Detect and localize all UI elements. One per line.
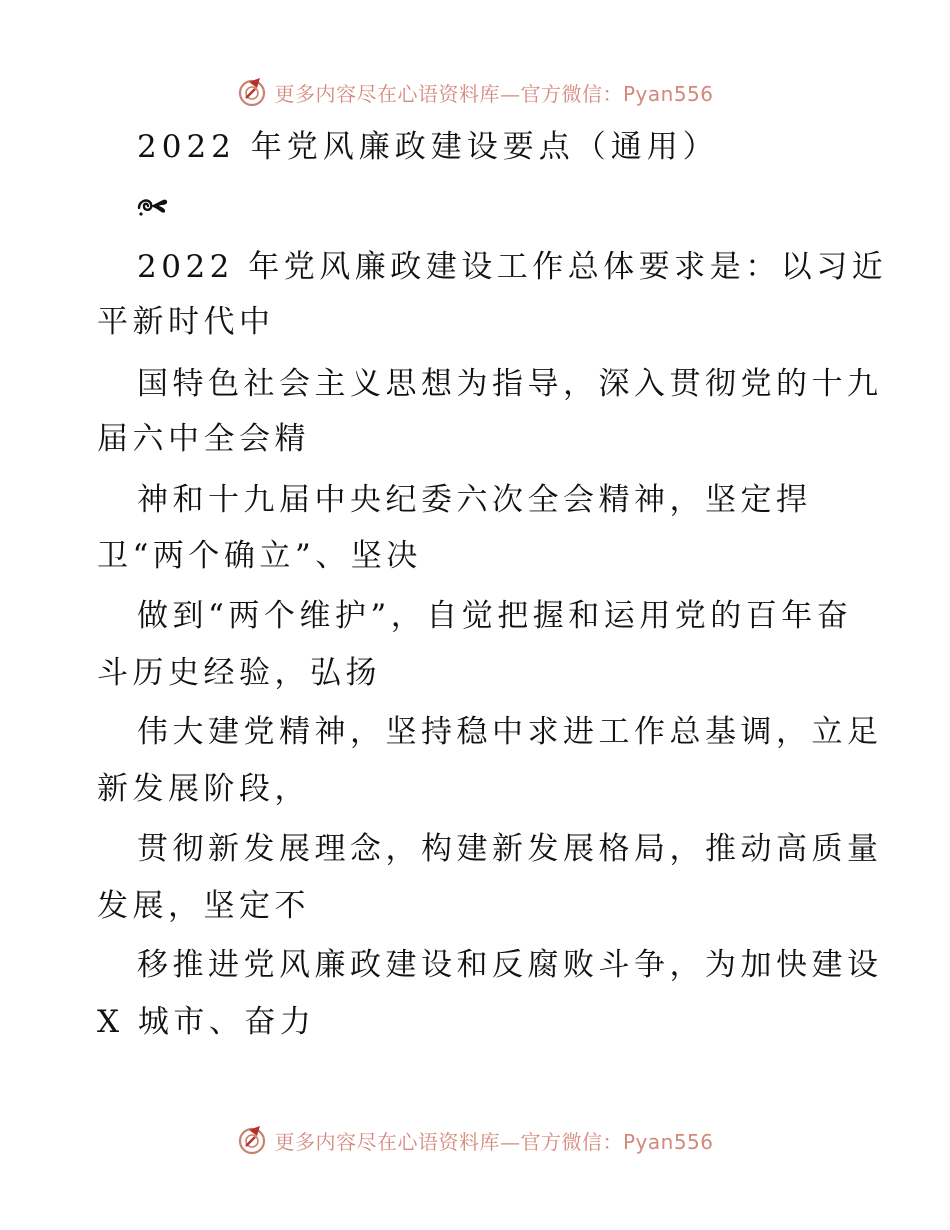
body-line: 移推进党风廉政建设和反腐败斗争，为加快建设 [137, 947, 883, 983]
watermark-text: 更多内容尽在心语资料库—官方微信：Pyan556 [274, 1129, 714, 1154]
body-line: X 城市、奋力 [97, 1004, 316, 1040]
brush-logo-icon [236, 76, 268, 108]
body-line: 国特色社会主义思想为指导，深入贯彻党的十九 [137, 366, 883, 402]
body-line: 发展，坚定不 [97, 888, 310, 924]
body-line: 贯彻新发展理念，构建新发展格局，推动高质量 [137, 831, 883, 867]
watermark-text: 更多内容尽在心语资料库—官方微信：Pyan556 [274, 81, 714, 106]
body-line: 平新时代中 [97, 304, 275, 340]
document-title: 2022 年党风廉政建设要点（通用） [137, 129, 719, 165]
body-line: 2022 年党风廉政建设工作总体要求是：以习近 [137, 249, 888, 285]
body-line: 卫“两个确立”、坚决 [97, 538, 422, 574]
fleuron-icon [135, 192, 171, 220]
body-line: 神和十九届中央纪委六次全会精神，坚定捍 [137, 482, 812, 518]
brush-logo-icon [236, 1124, 268, 1156]
body-line: 做到“两个维护”，自觉把握和运用党的百年奋 [137, 598, 853, 634]
body-line: 新发展阶段， [97, 771, 310, 807]
body-line: 届六中全会精 [97, 421, 310, 457]
watermark-footer [0, 1120, 950, 1160]
watermark-header [0, 72, 950, 112]
body-line: 斗历史经验，弘扬 [97, 655, 381, 691]
body-line: 伟大建党精神，坚持稳中求进工作总基调，立足 [137, 714, 883, 750]
